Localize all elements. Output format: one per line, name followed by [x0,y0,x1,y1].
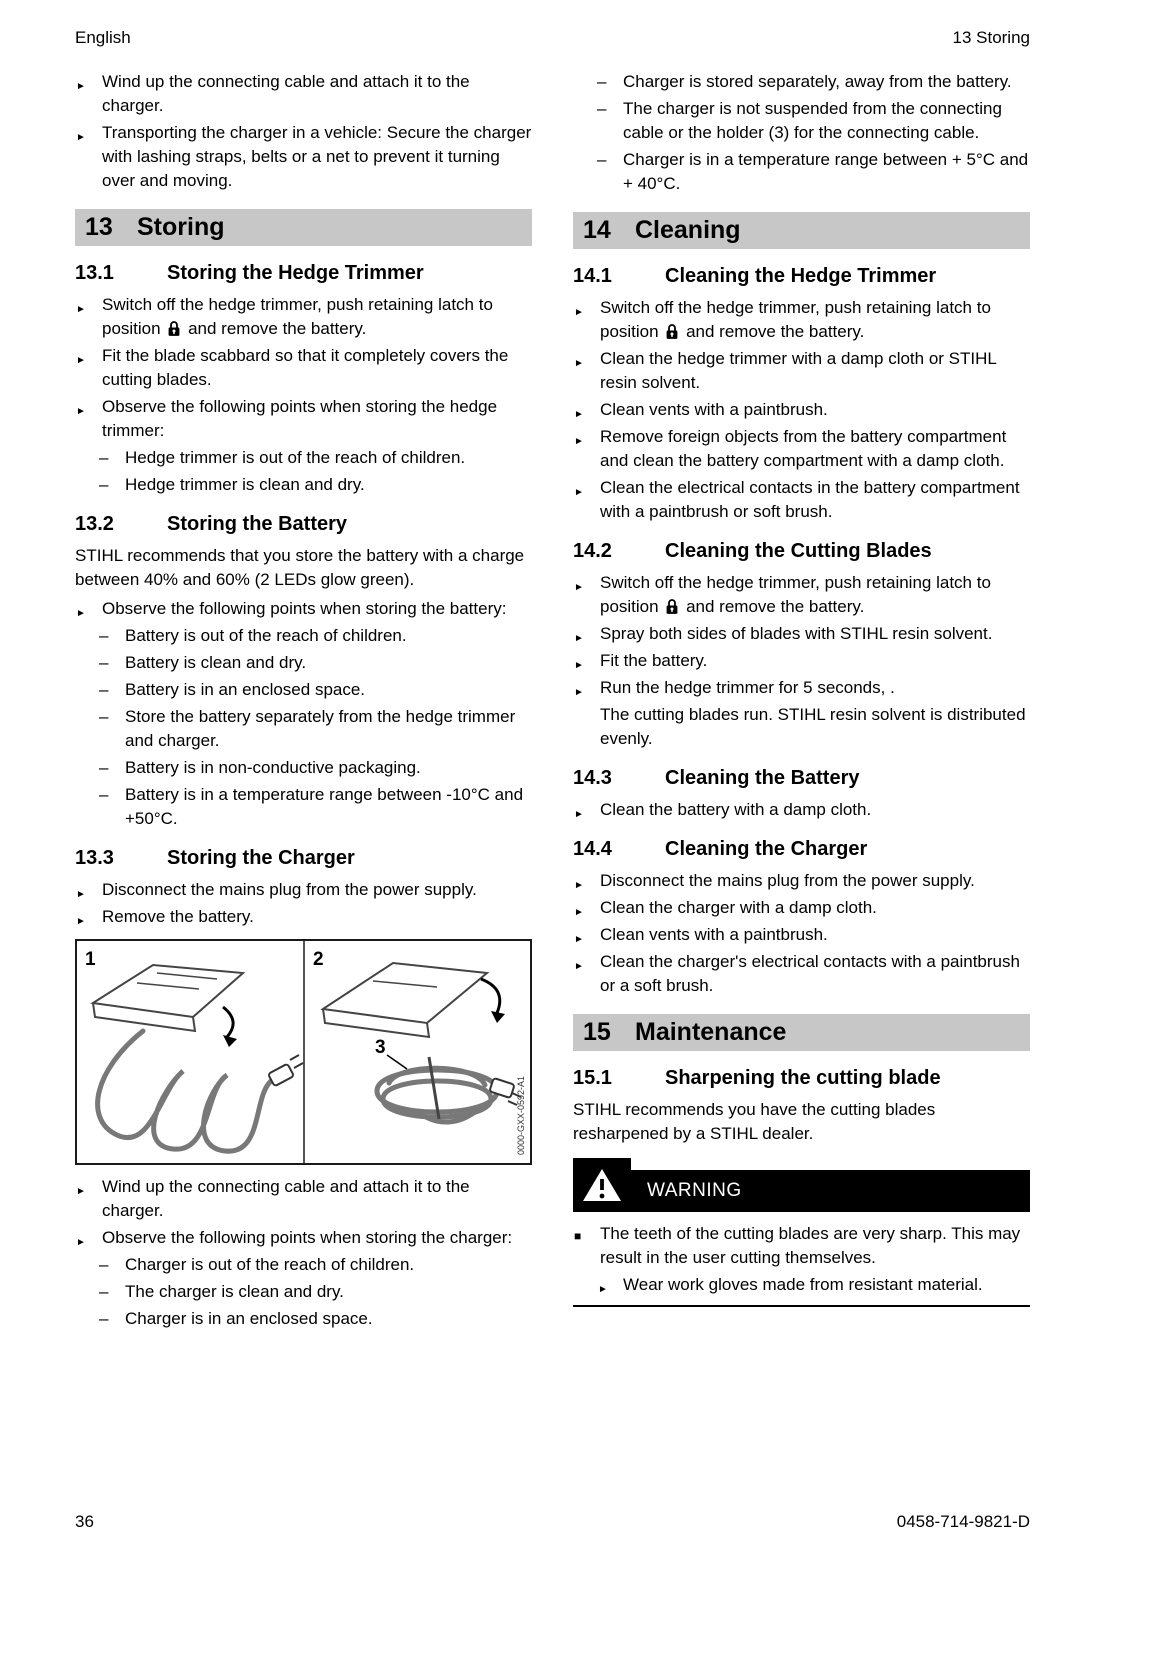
warning-header [573,1158,1030,1212]
bullet-item [573,425,1030,473]
bullet-item [573,798,1030,822]
left-column [75,70,532,1334]
triangle-bullet-icon: ► [574,809,584,820]
triangle-bullet-icon: ► [598,1284,608,1295]
subsection-title: Cleaning the Battery [665,767,860,789]
subsection-heading [75,845,532,871]
bullet-item [75,878,532,902]
bullet-item [75,597,532,621]
triangle-bullet-icon: ► [574,907,584,918]
figure-panel2-label: 2 [313,949,324,970]
dash-icon: – [99,785,109,804]
dash-icon: – [99,653,109,672]
subsection-heading [75,260,532,286]
bullet-item-text: Spray both sides of blades with STIHL resin solvent. [600,624,993,643]
bullet-item-text: Wind up the connecting cable and attach it to the charger. [102,72,470,115]
bullet-item [573,398,1030,422]
square-bullet-icon: ■ [574,1229,582,1243]
wind-arrow-panel2 [481,979,505,1023]
bullet-item-text: Clean vents with a paintbrush. [600,925,828,944]
bullet-item-text: Clean the charger with a damp cloth. [600,898,877,917]
subsection-heading [75,511,532,537]
bullet-text-pre: Switch off the hedge trimmer, push retaining latch to position [600,298,991,341]
figure-code: 0000-GXX-0592-A1 [516,1075,526,1155]
subsection-title: Sharpening the cutting blade [665,1067,941,1089]
triangle-bullet-icon: ► [574,880,584,891]
dash-icon: – [99,1255,109,1274]
dash-item [75,651,532,675]
bullet-item-text: Clean the hedge trimmer with a damp cloth or STIHL resin solvent. [600,349,997,392]
document-number: 0458-714-9821-D [896,1512,1030,1531]
bullet-text-pre: Switch off the hedge trimmer, push retaining latch to position [102,295,493,338]
subsection-title: Cleaning the Cutting Blades [665,540,932,562]
subsection-heading [573,1065,1030,1091]
bullet-item [75,1175,532,1223]
dash-item [75,473,532,497]
dash-icon: – [99,626,109,645]
triangle-bullet-icon: ► [574,633,584,644]
section-title: Maintenance [635,1018,787,1046]
triangle-bullet-icon: ► [574,436,584,447]
triangle-bullet-icon: ► [574,934,584,945]
triangle-bullet-icon: ► [574,409,584,420]
subsection-title: Cleaning the Hedge Trimmer [665,265,937,287]
paragraph: STIHL recommends that you store the battery with a charge between 40% and 60% (2 LEDs glow green). [75,546,525,589]
dash-item-text: The charger is not suspended from the connecting cable or the holder (3) for the connecting cable. [623,99,1002,142]
subsection-number: 14.1 [573,265,612,287]
triangle-bullet-icon: ► [574,961,584,972]
square-bullet-item-text: The teeth of the cutting blades are very sharp. This may result in the user cutting themselves. [600,1224,1021,1267]
dash-item [75,1253,532,1277]
subsection-title: Storing the Charger [167,847,355,869]
figure-storing-charger [75,939,532,1165]
dash-item-text: Battery is in non-conductive packaging. [125,758,421,777]
dash-item-text: The charger is clean and dry. [125,1282,344,1301]
bullet-item-text: Run the hedge trimmer for 5 seconds, . [600,678,895,697]
bullet-text-post: and remove the battery. [686,597,865,616]
subsection-title: Storing the Battery [167,513,348,535]
triangle-bullet-icon: ► [76,916,86,927]
bullet-item [75,395,532,443]
dash-icon: – [597,72,607,91]
cable-panel1 [98,1031,271,1151]
subsection-title: Storing the Hedge Trimmer [167,262,424,284]
bullet-item [573,950,1030,998]
dash-item-text: Charger is in a temperature range between + 5°C and + 40°C. [623,150,1029,193]
sub-bullet-item-text: Wear work gloves made from resistant material. [623,1275,983,1294]
triangle-bullet-icon: ► [574,307,584,318]
dash-item [75,705,532,753]
dash-item-text: Store the battery separately from the hedge trimmer and charger. [125,707,516,750]
bullet-item [75,70,532,118]
subsection-number: 13.1 [75,262,114,284]
dash-item-text: Battery is in a temperature range between -10°C and +50°C. [125,785,524,828]
right-column [573,70,1030,1334]
dash-icon: – [99,1309,109,1328]
bullet-item [573,476,1030,524]
section-number: 14 [583,216,611,244]
dash-item [75,446,532,470]
bullet-item-text: Observe the following points when storing the battery: [102,599,507,618]
callout-3-leader [387,1055,407,1069]
bullet-item-text: Clean vents with a paintbrush. [600,400,828,419]
bullet-item [573,869,1030,893]
lock-icon [167,320,181,337]
section-title: Storing [137,213,225,241]
triangle-bullet-icon: ► [76,889,86,900]
header-language: English [75,28,131,47]
bullet-item-text [600,573,991,616]
triangle-bullet-icon: ► [574,487,584,498]
result-line [573,703,1030,751]
triangle-bullet-icon: ► [574,687,584,698]
lock-icon [665,598,679,615]
dash-icon: – [99,680,109,699]
dash-item [75,624,532,648]
dash-icon: – [99,1282,109,1301]
bullet-item [75,1226,532,1250]
dash-item [573,70,1030,94]
section-heading [573,1014,1030,1051]
dash-item-text: Battery is in an enclosed space. [125,680,366,699]
bullet-item-text: Observe the following points when storing the charger: [102,1228,513,1247]
triangle-bullet-icon: ► [76,304,86,315]
dash-item [75,756,532,780]
bullet-item-text: Remove foreign objects from the battery compartment and clean the battery compartment with a damp cloth. [600,427,1007,470]
bullet-item-text: Fit the blade scabbard so that it completely covers the cutting blades. [102,346,509,389]
dash-icon: – [99,758,109,777]
subsection-number: 14.2 [573,540,612,562]
dash-item-text: Battery is clean and dry. [125,653,307,672]
dash-icon: – [597,150,607,169]
wind-arrow-panel1 [223,1007,237,1047]
dash-icon: – [99,707,109,726]
dash-item-text: Hedge trimmer is out of the reach of children. [125,448,466,467]
dash-icon: – [99,448,109,467]
bullet-item [573,296,1030,344]
warning-strip [631,1170,1030,1212]
charger-outline-panel2 [323,963,487,1037]
bullet-item-text: Disconnect the mains plug from the power supply. [102,880,477,899]
header-chapter: 13 Storing [952,28,1030,47]
subsection-heading [573,263,1030,289]
warning-bottom-rule [573,1305,1030,1307]
section-title: Cleaning [635,216,741,244]
sub-bullet-item [573,1273,1030,1297]
subsection-number: 14.3 [573,767,612,789]
dash-item [573,148,1030,196]
page-header [75,28,1030,48]
bullet-text-post: and remove the battery. [686,322,865,341]
figure-panel1-label: 1 [85,949,96,970]
bullet-item-text [102,295,493,338]
two-column-body [75,70,1030,1334]
triangle-bullet-icon: ► [76,608,86,619]
bullet-item-text: Transporting the charger in a vehicle: Secure the charger with lashing straps, belts or a net to prevent it turning over and moving. [102,123,532,190]
section-heading [75,209,532,246]
triangle-bullet-icon: ► [76,406,86,417]
bullet-item-text [600,298,991,341]
dash-item [75,678,532,702]
subsection-title: Cleaning the Charger [665,838,868,860]
triangle-bullet-icon: ► [76,81,86,92]
section-number: 13 [85,213,113,241]
dash-item [75,783,532,831]
bullet-item-text: Clean the electrical contacts in the battery compartment with a paintbrush or soft brush. [600,478,1020,521]
figure-callout-3: 3 [375,1037,386,1058]
subsection-heading [573,765,1030,791]
bullet-item [75,905,532,929]
bullet-item-text: Observe the following points when storing the hedge trimmer: [102,397,498,440]
bullet-item-text: Disconnect the mains plug from the power supply. [600,871,975,890]
triangle-bullet-icon: ► [76,1237,86,1248]
bullet-item [573,571,1030,619]
dash-item [75,1280,532,1304]
subsection-heading [573,836,1030,862]
subsection-heading [573,538,1030,564]
warning-label: WARNING [647,1180,742,1201]
dash-item-text: Charger is out of the reach of children. [125,1255,415,1274]
section-number: 15 [583,1018,611,1046]
bullet-item [75,344,532,392]
dash-icon: – [597,99,607,118]
triangle-bullet-icon: ► [574,582,584,593]
charger-outline-panel1 [93,965,243,1031]
dash-item [573,97,1030,145]
warning-triangle-icon [573,1158,631,1212]
subsection-number: 13.3 [75,847,114,869]
bullet-item [573,896,1030,920]
page-number: 36 [75,1512,94,1531]
bullet-item-text: Wind up the connecting cable and attach it to the charger. [102,1177,470,1220]
bullet-item-text: Remove the battery. [102,907,254,926]
bullet-item [573,622,1030,646]
page-footer [75,1512,1030,1532]
triangle-bullet-icon: ► [76,355,86,366]
plug-panel1 [268,1055,303,1086]
bullet-item-text: Fit the battery. [600,651,708,670]
bullet-item [573,923,1030,947]
bullet-text-post: and remove the battery. [188,319,367,338]
bullet-item [573,347,1030,395]
triangle-bullet-icon: ► [76,132,86,143]
dash-item-text: Battery is out of the reach of children. [125,626,407,645]
bullet-item [573,676,1030,700]
paragraph: STIHL recommends you have the cutting blades resharpened by a STIHL dealer. [573,1100,936,1143]
lock-icon [665,323,679,340]
subsection-number: 14.4 [573,838,612,860]
bullet-item-text: Clean the battery with a damp cloth. [600,800,872,819]
section-heading [573,212,1030,249]
bullet-item [75,293,532,341]
triangle-bullet-icon: ► [574,660,584,671]
bullet-item [573,649,1030,673]
subsection-number: 13.2 [75,513,114,535]
dash-icon: – [99,475,109,494]
triangle-bullet-icon: ► [574,358,584,369]
result-line-text: The cutting blades run. STIHL resin solvent is distributed evenly. [600,705,1026,748]
dash-item-text: Charger is stored separately, away from the battery. [623,72,1012,91]
subsection-number: 15.1 [573,1067,612,1089]
bullet-item-text: Clean the charger's electrical contacts with a paintbrush or a soft brush. [600,952,1020,995]
bullet-item [75,121,532,193]
bullet-text-pre: Switch off the hedge trimmer, push retaining latch to position [600,573,991,616]
square-bullet-item [573,1222,1030,1270]
dash-item-text: Hedge trimmer is clean and dry. [125,475,365,494]
dash-item-text: Charger is in an enclosed space. [125,1309,373,1328]
dash-item [75,1307,532,1331]
triangle-bullet-icon: ► [76,1186,86,1197]
